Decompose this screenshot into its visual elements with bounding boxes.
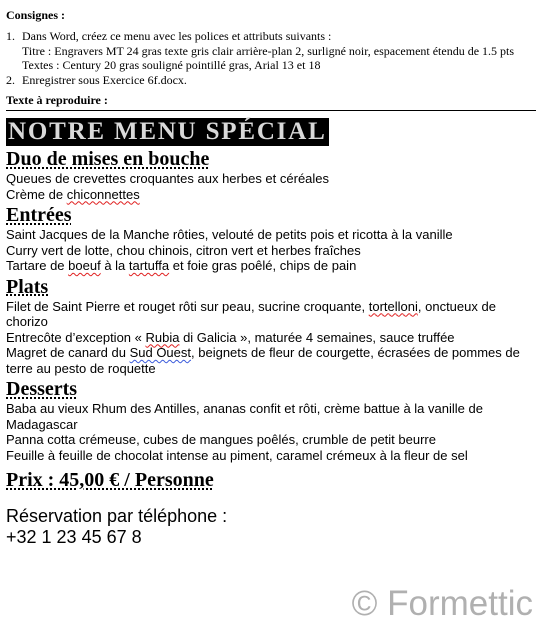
instruction-line: Titre : Engravers MT 24 gras texte gris clair arrière-plan 2, surligné noir, espacement étendu de 1.5 pts: [22, 43, 515, 58]
menu-item-text: Magret de canard du Sud Ouest, beignets de fleur de courgette, écrasées de pommes de terre au pesto de roquette: [6, 345, 520, 376]
texte-heading: Texte à reproduire :: [6, 93, 536, 111]
price-line: Prix : 45,00 € / Personne: [6, 469, 214, 491]
instruction-line: Enregistrer sous Exercice 6f.docx.: [22, 72, 187, 87]
document-page: [6, 8, 536, 548]
spellcheck-marked-word: tortelloni: [368, 298, 418, 314]
instructions-list: [6, 29, 536, 87]
menu-item: [6, 299, 536, 330]
consignes-heading: Consignes :: [6, 8, 66, 22]
reservation-label: Réservation par téléphone :: [6, 506, 228, 526]
menu-item: [6, 187, 536, 203]
reservation-phone: +32 1 23 45 67 8: [6, 527, 142, 547]
menu-item: Saint Jacques de la Manche rôties, velouté de petits pois et ricotta à la vanille: [6, 227, 453, 242]
instruction-item: [6, 73, 536, 88]
spellcheck-marked-word: tartuffa: [128, 258, 170, 273]
spellcheck-marked-word: chiconnettes: [66, 186, 140, 202]
menu-item: [6, 345, 536, 376]
menu-item: Panna cotta crémeuse, cubes de mangues poêlés, crumble de petit beurre: [6, 432, 436, 447]
section-title-mises-en-bouche: Duo de mises en bouche: [6, 148, 210, 170]
section-title-entrees: Entrées: [6, 204, 72, 226]
menu-item: [6, 330, 536, 346]
menu-item-text: Entrecôte d’exception « Rubia di Galicia », maturée 4 semaines, sauce truffée: [6, 329, 455, 345]
section-title-plats: Plats: [6, 275, 49, 298]
menu-item: Curry vert de lotte, chou chinois, citron vert et herbes fraîches: [6, 242, 361, 258]
spellcheck-marked-word: boeuf: [68, 258, 101, 273]
reservation-block: [6, 506, 536, 548]
instruction-number: 2.: [6, 72, 15, 87]
menu-item: [6, 258, 536, 274]
menu-item-text: Crème de chiconnettes: [6, 186, 140, 202]
instruction-item: [6, 29, 536, 73]
instruction-line: Dans Word, créez ce menu avec les polices et attributs suivants :: [22, 29, 332, 43]
copyright-watermark: © Formettic: [351, 584, 533, 623]
menu-item: Feuille à feuille de chocolat intense au piment, caramel crémeux à la fleur de sel: [6, 447, 468, 463]
menu-item: Baba au vieux Rhum des Antilles, ananas confit et rôti, crème battue à la vanille de Madagascar: [6, 401, 483, 432]
instruction-line: Textes : Century 20 gras souligné pointillé gras, Arial 13 et 18: [22, 58, 321, 72]
instruction-number: 1.: [6, 29, 15, 43]
menu-item: Queues de crevettes croquantes aux herbes et céréales: [6, 171, 330, 186]
menu-item-text: Tartare de boeuf à la tartuffa et foie gras poêlé, chips de pain: [6, 258, 357, 273]
menu-item-text: Filet de Saint Pierre et rouget rôti sur peau, sucrine croquante, tortelloni, onctueux de chorizo: [6, 298, 496, 329]
spellcheck-marked-word: Rubia: [145, 329, 180, 345]
spellcheck-marked-word: Sud Ouest: [129, 345, 192, 360]
section-title-desserts: Desserts: [6, 378, 78, 400]
menu-banner-title: NOTRE MENU SPÉCIAL: [8, 118, 327, 145]
